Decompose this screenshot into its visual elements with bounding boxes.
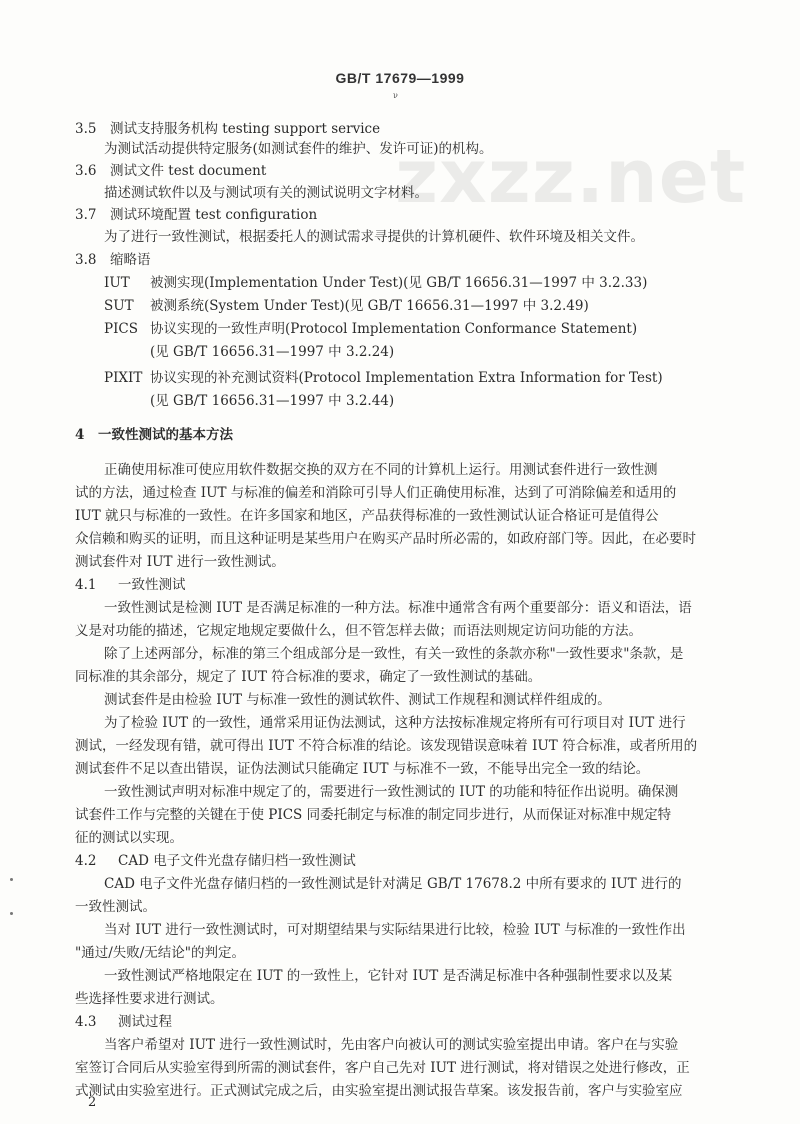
paragraph-line: "通过/失败/无结论"的判定。 [75,945,246,961]
paragraph-line: 些选择性要求进行测试。 [75,991,224,1007]
definition-text: 为了进行一致性测试，根据委托人的测试需求寻提供的计算机硬件、软件环境及相关文件。 [104,229,644,245]
scan-speck [10,912,13,915]
paragraph-line: 一致性测试。 [75,899,156,915]
paragraph-line: 式测试由实验室进行。正式测试完成之后，由实验室提出测试报告草案。该发报告前，客户与实验室应 [75,1083,683,1099]
watermark: zxzz.net [395,134,747,220]
section-number: 3.6 [75,163,97,179]
abbreviation-definition: 被测系统(System Under Test)(见 GB/T 16656.31—1997 中 3.2.49) [150,298,589,314]
section-number: 3.5 [75,121,97,137]
section-title: 测试文件 test document [110,163,267,179]
section-title: 缩略语 [110,252,151,268]
paragraph-line: 测试套件不足以查出错误，证伪法测试只能确定 IUT 与标准不一致，不能导出完全一致的结论。 [75,761,650,777]
chapter-title: 一致性测试的基本方法 [98,427,233,443]
paragraph-line: 义是对功能的描述，它规定地规定要做什么，但不管怎样去做；而语法则规定访问功能的方法。 [75,623,642,639]
section-number: 4.2 [75,853,97,869]
header-standard-number: GB/T 17679—1999 [335,70,465,86]
abbreviation-term: PIXIT [104,370,143,386]
paragraph-line: 试套件工作与完整的关键在于使 PICS 同委托制定与标准的制定同步进行，从而保证对标准中规定特 [75,807,672,823]
page-number: 2 [88,1095,97,1110]
paragraph-line: 一致性测试是检测 IUT 是否满足标准的一种方法。标准中通常含有两个重要部分：语义和语法，语 [104,600,692,616]
section-number: 4.3 [75,1014,97,1030]
paragraph-line: 众信赖和购买的证明，而且这种证明是某些用户在购买产品时所必需的，如政府部门等。因此，在必要时 [75,531,696,547]
section-number: 3.8 [75,252,97,268]
abbreviation-definition: 被测实现(Implementation Under Test)(见 GB/T 16656.31—1997 中 3.2.33) [150,275,648,291]
abbreviation-term: IUT [104,275,130,291]
paragraph-line: 一致性测试声明对标准中规定了的，需要进行一致性测试的 IUT 的功能和特征作出说明。确保测 [104,784,679,800]
abbreviation-term: SUT [104,298,134,314]
paragraph-line: 室签订合同后从实验室得到所需的测试套件，客户自己先对 IUT 进行测试，将对错误之处进行修改，正 [75,1060,690,1076]
paragraph-line: CAD 电子文件光盘存储归档的一致性测试是针对满足 GB/T 17678.2 中所有要求的 IUT 进行的 [104,876,682,892]
section-number: 3.7 [75,207,97,223]
definition-text: 为测试活动提供特定服务(如测试套件的维护、发许可证)的机构。 [104,141,493,157]
paragraph-line: 为了检验 IUT 的一致性，通常采用证伪法测试，这种方法按标准规定将所有可行项目对 IUT 进行 [104,715,686,731]
abbreviation-reference: (见 GB/T 16656.31—1997 中 3.2.24) [150,344,395,360]
section-title: 测试过程 [118,1014,172,1030]
scan-speck [10,878,13,881]
section-number: 4.1 [75,577,97,593]
section-title: 测试环境配置 test configuration [110,207,318,223]
paragraph-line: 正确使用标准可使应用软件数据交换的双方在不同的计算机上运行。用测试套件进行一致性测 [104,462,658,478]
paragraph-line: 测试套件是由检验 IUT 与标准一致性的测试软件、测试工作规程和测试样件组成的。 [104,692,611,708]
abbreviation-definition: 协议实现的补充测试资料(Protocol Implementation Extra Information for Test) [150,370,663,386]
paragraph-line: IUT 就只与标准的一致性。在许多国家和地区，产品获得标准的一致性测试认证合格证可是值得公 [75,508,659,524]
section-title: 一致性测试 [118,577,186,593]
abbreviation-term: PICS [104,321,138,337]
header-mark: ν [393,91,398,100]
section-title: 测试支持服务机构 testing support service [110,121,381,137]
abbreviation-reference: (见 GB/T 16656.31—1997 中 3.2.44) [150,393,395,409]
paragraph-line: 测试套件对 IUT 进行一致性测试。 [75,554,285,570]
paragraph-line: 同标准的其余部分，规定了 IUT 符合标准的要求，确定了一致性测试的基础。 [75,669,542,685]
paragraph-line: 测试，一经发现有错，就可得出 IUT 不符合标准的结论。该发现错误意味着 IUT 符合标准，或者所用的 [75,738,698,754]
paragraph-line: 除了上述两部分，标准的第三个组成部分是一致性，有关一致性的条款亦称"一致性要求"条款，是 [104,646,684,662]
paragraph-line: 试的方法，通过检查 IUT 与标准的偏差和消除可引导人们正确使用标准，达到了可消除偏差和适用的 [75,485,677,501]
paragraph-line: 征的测试以实现。 [75,830,183,846]
chapter-number: 4 [75,427,85,443]
abbreviation-definition: 协议实现的一致性声明(Protocol Implementation Conformance Statement) [150,321,638,337]
definition-text: 描述测试软件以及与测试项有关的测试说明文字材料。 [104,185,428,201]
section-title: CAD 电子文件光盘存储归档一致性测试 [118,853,356,869]
paragraph-line: 当客户希望对 IUT 进行一致性测试时，先由客户向被认可的测试实验室提出申请。客户在与实验 [104,1037,679,1053]
paragraph-line: 一致性测试严格地限定在 IUT 的一致性上，它针对 IUT 是否满足标准中各种强制性要求以及某 [104,968,673,984]
paragraph-line: 当对 IUT 进行一致性测试时，可对期望结果与实际结果进行比较，检验 IUT 与标准的一致性作出 [104,922,686,938]
